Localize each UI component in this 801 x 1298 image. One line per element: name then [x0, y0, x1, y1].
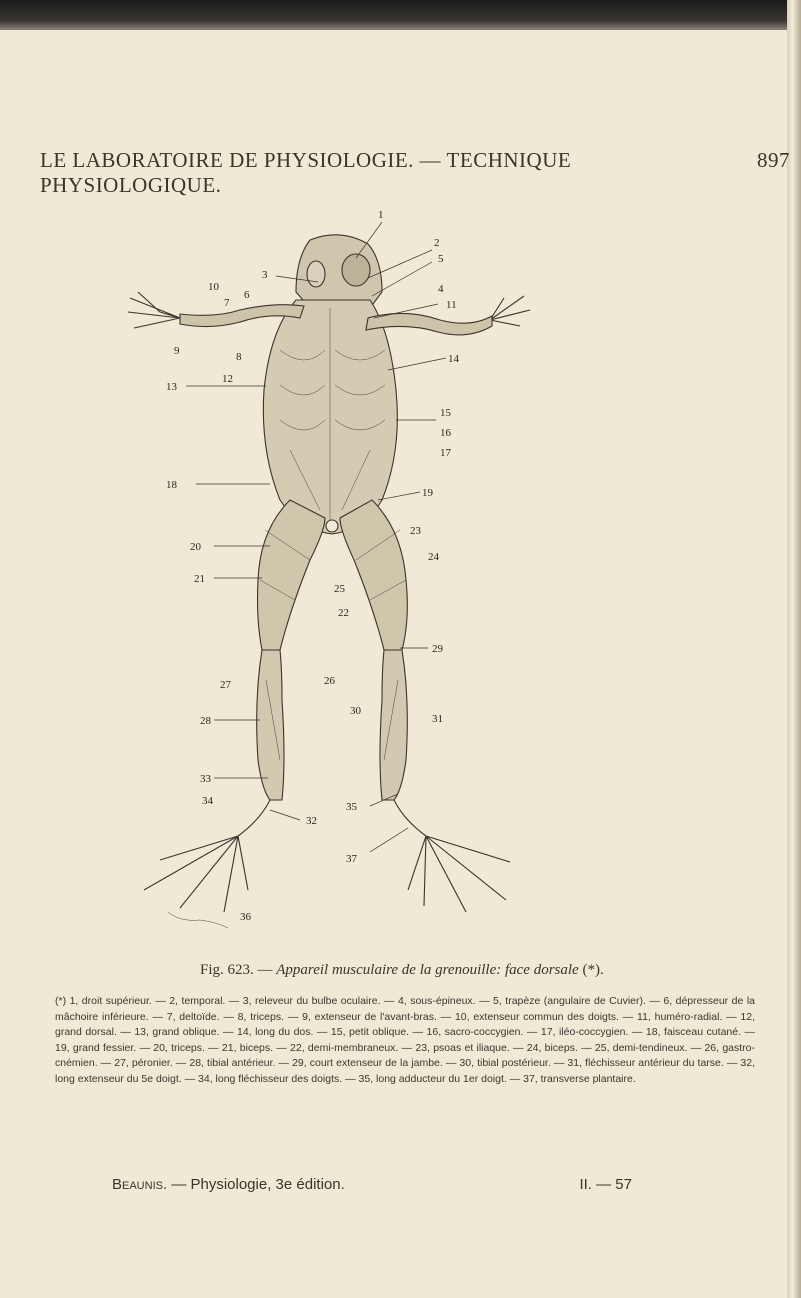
- figure-legend: (*) 1, droit supérieur. — 2, temporal. — 3, releveur du bulbe oculaire. — 4, sous-épineux. — 5, trapèze (angulaire de Cuvier). — 6, dépresseur de la mâchoire inférieure. — 7, deltoïde. — 8, triceps. — 9, extenseur de l'avant-bras. — 10, extenseur commun des doigts. — 11, huméro-radial. — 12, grand dorsal. — 13, grand oblique. — 14, long du dos. — 15, petit oblique. — 16, sacro-coccygien. — 17, iléo-coccygien. — 18, faisceau cutané. — 19, grand fessier. — 20, triceps. — 21, biceps. — 22, demi-membraneux. — 23, psoas et iliaque. — 24, biceps. — 25, demi-tendineux. — 26, gastro-cnémien. — 27, péronier. — 28, tibial antérieur. — 29, court extenseur de la jambe. — 30, tibial postérieur. — 31, fléchisseur antérieur du tarse. — 32, long extenseur du 5e doigt. — 34, long fléchisseur des doigts. — 35, long adducteur du 1er doigt. — 37, transverse plantaire.: [55, 995, 755, 1085]
- label-12: 12: [222, 373, 233, 385]
- frog-muscle-illustration: [120, 200, 560, 960]
- label-7: 7: [224, 297, 230, 309]
- label-8: 8: [236, 351, 242, 363]
- label-31: 31: [432, 713, 443, 725]
- label-22: 22: [338, 607, 349, 619]
- frog-drawing: [128, 235, 530, 928]
- label-24: 24: [428, 551, 439, 563]
- footer-book: — Physiologie, 3e édition.: [171, 1176, 345, 1193]
- label-5: 5: [438, 253, 444, 265]
- label-18: 18: [166, 479, 177, 491]
- label-29: 29: [432, 643, 443, 655]
- label-33: 33: [200, 773, 211, 785]
- label-15: 15: [440, 407, 451, 419]
- label-23: 23: [410, 525, 421, 537]
- footer-author: Beaunis.: [112, 1176, 168, 1193]
- footer-signature: II. — 57: [579, 1176, 632, 1193]
- label-9: 9: [174, 345, 180, 357]
- label-19: 19: [422, 487, 433, 499]
- label-28: 28: [200, 715, 211, 727]
- figure-number: Fig. 623. —: [200, 962, 273, 978]
- page-footer: [112, 1176, 632, 1193]
- label-36: 36: [240, 911, 251, 923]
- label-35: 35: [346, 801, 357, 813]
- label-20: 20: [190, 541, 201, 553]
- figure-title: Appareil musculaire de la grenouille: face dorsale: [276, 962, 579, 978]
- figure-ref: (*).: [582, 962, 604, 978]
- label-1: 1: [378, 209, 384, 221]
- label-2: 2: [434, 237, 440, 249]
- label-11: 11: [446, 299, 457, 311]
- label-16: 16: [440, 427, 451, 439]
- label-26: 26: [324, 675, 335, 687]
- page-number: 897: [757, 148, 790, 172]
- label-14: 14: [448, 353, 459, 365]
- label-17: 17: [440, 447, 451, 459]
- label-10: 10: [208, 281, 219, 293]
- label-37: 37: [346, 853, 357, 865]
- frog-illustration-svg: [120, 200, 560, 960]
- label-34: 34: [202, 795, 213, 807]
- label-32: 32: [306, 815, 317, 827]
- label-27: 27: [220, 679, 231, 691]
- label-25: 25: [334, 583, 345, 595]
- label-21: 21: [194, 573, 205, 585]
- running-title: LE LABORATOIRE DE PHYSIOLOGIE. — TECHNIQUE PHYSIOLOGIQUE.: [40, 148, 572, 197]
- running-header: [40, 148, 790, 198]
- label-6: 6: [244, 289, 250, 301]
- label-3: 3: [262, 269, 268, 281]
- page-top-shadow: [0, 0, 801, 30]
- figure-caption: [200, 962, 760, 979]
- label-30: 30: [350, 705, 361, 717]
- label-13: 13: [166, 381, 177, 393]
- label-4: 4: [438, 283, 444, 295]
